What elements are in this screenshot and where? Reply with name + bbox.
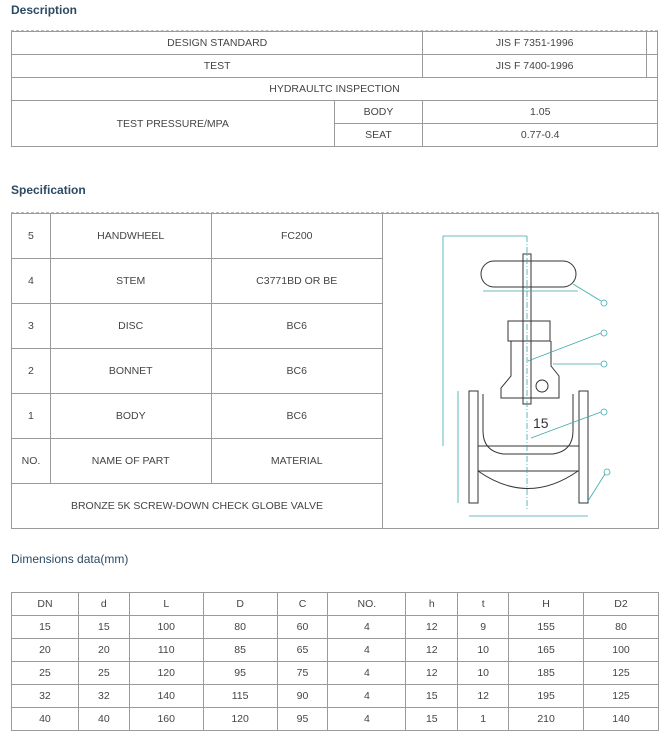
table-row (12, 662, 659, 685)
description-heading: Description (11, 3, 78, 17)
leader-line-4 (528, 333, 601, 361)
part-name: BONNET (50, 349, 211, 394)
body-bottom-shape (478, 471, 578, 489)
header-material: MATERIAL (211, 439, 382, 484)
leader-line-5 (573, 284, 601, 301)
table-row (12, 639, 659, 662)
column-header: D (203, 593, 277, 616)
table-cell: 1 (458, 708, 509, 731)
callout-3 (601, 409, 607, 415)
column-header: D2 (584, 593, 659, 616)
table-cell: 140 (584, 708, 659, 731)
table-cell: 4 (328, 685, 406, 708)
table-cell: 125 (584, 662, 659, 685)
description-table (11, 31, 658, 147)
table-row (12, 616, 659, 639)
table-cell: 65 (277, 639, 328, 662)
column-header: h (406, 593, 458, 616)
table-cell: 4 (328, 708, 406, 731)
specification-table (11, 213, 659, 529)
callout-4 (601, 330, 607, 336)
part-no: 2 (12, 349, 51, 394)
table-cell: 85 (203, 639, 277, 662)
table-cell: 20 (12, 639, 79, 662)
table-cell: 120 (203, 708, 277, 731)
table-cell: 80 (203, 616, 277, 639)
table-cell: 15 (78, 616, 129, 639)
header-no: NO. (12, 439, 51, 484)
table-cell: 10 (458, 639, 509, 662)
dimensions-table (11, 592, 659, 731)
valve-drawing (383, 216, 657, 526)
table-row (12, 214, 659, 259)
table-cell: 155 (509, 616, 584, 639)
table-cell: 12 (406, 639, 458, 662)
table-header-row (12, 593, 659, 616)
table-cell: 25 (12, 662, 79, 685)
table-cell: 90 (277, 685, 328, 708)
drawing-size-label: 15 (532, 415, 549, 431)
table-cell: 165 (509, 639, 584, 662)
table-cell: 110 (129, 639, 203, 662)
table-cell: 100 (584, 639, 659, 662)
bonnet-shape (501, 341, 559, 398)
column-header: H (509, 593, 584, 616)
part-material: C3771BD OR BE (211, 259, 382, 304)
table-cell: 60 (277, 616, 328, 639)
table-row (12, 101, 658, 124)
seat-value: 0.77-0.4 (423, 124, 658, 147)
table-cell: 40 (12, 708, 79, 731)
specification-heading: Specification (11, 183, 86, 197)
column-header: t (458, 593, 509, 616)
table-cell: 15 (406, 708, 458, 731)
table-cell: 95 (277, 708, 328, 731)
table-cell: 4 (328, 662, 406, 685)
callout-2 (601, 361, 607, 367)
part-no: 5 (12, 214, 51, 259)
valve-caption: BRONZE 5K SCREW-DOWN CHECK GLOBE VALVE (12, 484, 383, 529)
seat-label: SEAT (334, 124, 423, 147)
table-cell: 4 (328, 616, 406, 639)
table-cell: 160 (129, 708, 203, 731)
part-material: FC200 (211, 214, 382, 259)
table-cell: 120 (129, 662, 203, 685)
table-cell: 80 (584, 616, 659, 639)
test-value: JIS F 7400-1996 (423, 55, 647, 78)
table-row (12, 32, 658, 55)
table-cell: 15 (12, 616, 79, 639)
table-cell: 10 (458, 662, 509, 685)
table-cell: 15 (406, 685, 458, 708)
part-material: BC6 (211, 304, 382, 349)
part-no: 3 (12, 304, 51, 349)
left-flange-shape (469, 391, 478, 503)
handwheel-shape (481, 261, 576, 287)
design-standard-label: DESIGN STANDARD (12, 32, 423, 55)
table-cell: 32 (78, 685, 129, 708)
table-cell: 9 (458, 616, 509, 639)
column-header: L (129, 593, 203, 616)
table-cell: 185 (509, 662, 584, 685)
table-cell: 20 (78, 639, 129, 662)
leader-line-1 (588, 474, 605, 501)
part-material: BC6 (211, 394, 382, 439)
table-row (12, 708, 659, 731)
table-cell: 32 (12, 685, 79, 708)
part-material: BC6 (211, 349, 382, 394)
table-cell: 115 (203, 685, 277, 708)
table-cell: 195 (509, 685, 584, 708)
table-cell: 40 (78, 708, 129, 731)
table-cell: 75 (277, 662, 328, 685)
table-row (12, 685, 659, 708)
empty-cell (647, 55, 658, 78)
part-no: 4 (12, 259, 51, 304)
design-standard-value: JIS F 7351-1996 (423, 32, 647, 55)
valve-drawing-cell (382, 214, 658, 529)
test-label: TEST (12, 55, 423, 78)
table-cell: 95 (203, 662, 277, 685)
table-cell: 12 (458, 685, 509, 708)
right-flange-shape (579, 391, 588, 503)
column-header: d (78, 593, 129, 616)
bolt-shape (536, 380, 548, 392)
callout-1 (604, 469, 610, 475)
callout-5 (601, 300, 607, 306)
header-name: NAME OF PART (50, 439, 211, 484)
part-name: HANDWHEEL (50, 214, 211, 259)
table-cell: 4 (328, 639, 406, 662)
dimensions-heading: Dimensions data(mm) (11, 552, 129, 566)
table-cell: 25 (78, 662, 129, 685)
table-cell: 100 (129, 616, 203, 639)
table-cell: 12 (406, 662, 458, 685)
empty-cell (647, 32, 658, 55)
bonnet-nut-shape (508, 321, 550, 341)
part-name: STEM (50, 259, 211, 304)
column-header: DN (12, 593, 79, 616)
table-row (12, 55, 658, 78)
table-row (12, 78, 658, 101)
body-label: BODY (334, 101, 423, 124)
table-cell: 210 (509, 708, 584, 731)
column-header: C (277, 593, 328, 616)
table-cell: 140 (129, 685, 203, 708)
body-value: 1.05 (423, 101, 658, 124)
test-pressure-label: TEST PRESSURE/MPA (12, 101, 335, 147)
part-no: 1 (12, 394, 51, 439)
column-header: NO. (328, 593, 406, 616)
part-name: BODY (50, 394, 211, 439)
body-top-shape (483, 394, 573, 454)
table-cell: 125 (584, 685, 659, 708)
table-cell: 12 (406, 616, 458, 639)
part-name: DISC (50, 304, 211, 349)
inspection-label: HYDRAULTC INSPECTION (12, 78, 658, 101)
